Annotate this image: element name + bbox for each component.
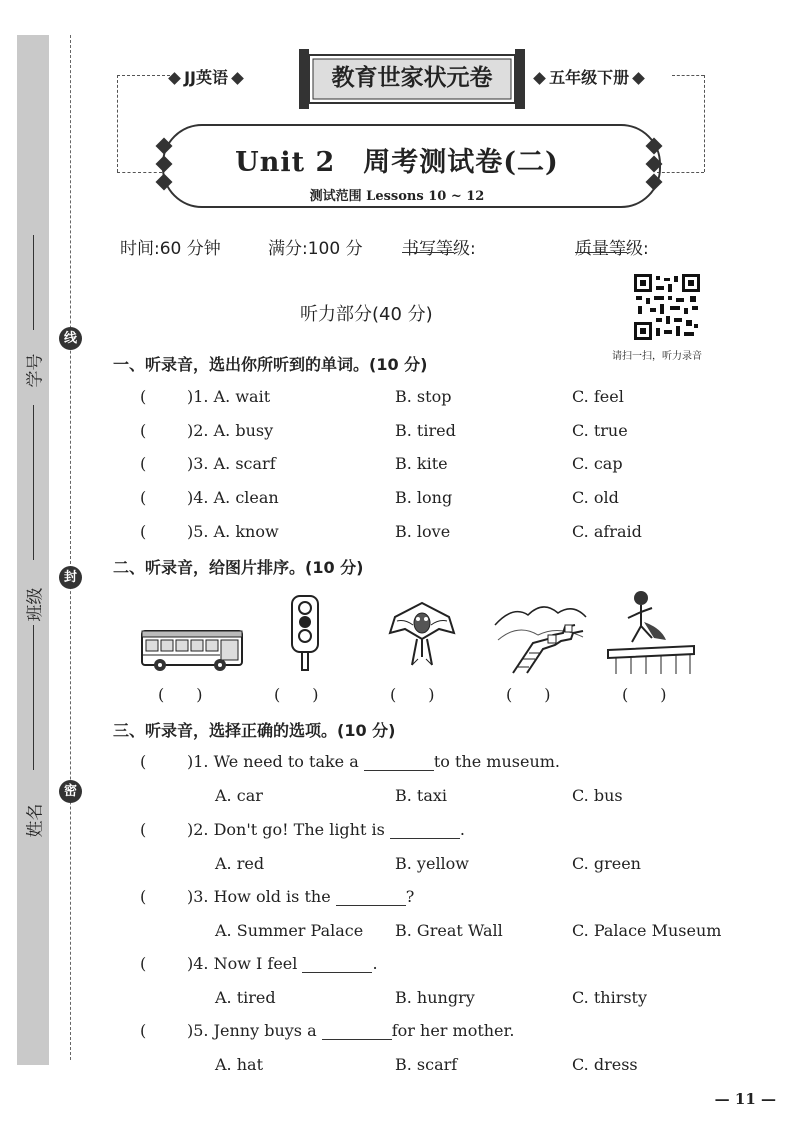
fill-blank[interactable] [390, 822, 460, 839]
left-tag-text: JJ英语 [184, 68, 229, 87]
option-b: B. long [395, 488, 453, 507]
traffic-light-picture [285, 592, 325, 672]
stem-after: to the museum. [433, 752, 561, 771]
great-wall-picture [493, 595, 588, 675]
class-label: 班级 [25, 587, 46, 622]
option-c: C. cap [572, 454, 623, 473]
left-tag [170, 65, 242, 88]
stem-text [187, 954, 378, 973]
option-a: A. hat [215, 1055, 263, 1074]
answer-paren[interactable]: ( [140, 820, 147, 839]
full-score: 满分:100 分 [268, 239, 363, 259]
right-tag [535, 65, 643, 88]
test-scope: 测试范围 Lessons 10 ~ 12 [309, 189, 485, 204]
banner-title: 教育世家状元卷 [331, 65, 493, 91]
writing-grade-label: 书写等级: [402, 239, 476, 259]
right-tag-text: 五年级下册 [549, 68, 630, 87]
qr-caption: 请扫一扫，听力录音 [612, 351, 702, 362]
mark-secret-icon: 密 [59, 780, 82, 803]
option-a: )5. A. know [187, 522, 279, 541]
question-number: 5. [193, 522, 209, 541]
stem-text [187, 820, 465, 839]
option-c: C. bus [572, 786, 623, 805]
option-a: )4. A. clean [187, 488, 279, 507]
name-label: 姓名 [25, 803, 46, 838]
option-b: B. kite [395, 454, 448, 473]
answer-paren[interactable]: ( [140, 752, 147, 771]
option-c: C. green [572, 854, 641, 873]
stem-before: )1. We need to take a [187, 752, 364, 771]
option-b: B. yellow [395, 854, 469, 873]
stem-after: . [459, 820, 465, 839]
option-b: B. scarf [395, 1055, 458, 1074]
listening-title: 听力部分(40 分) [300, 304, 433, 325]
section2-title: 二、听录音，给图片排序。(10 分) [113, 558, 364, 577]
option-a: )3. A. scarf [187, 454, 276, 473]
quality-grade-field[interactable] [575, 234, 627, 253]
fill-blank[interactable] [364, 754, 434, 771]
palace-picture [606, 588, 696, 675]
question-number: 4. [193, 488, 209, 507]
answer-paren[interactable]: ( [140, 454, 147, 473]
diamond-icon [231, 72, 244, 85]
option-b: B. taxi [395, 786, 448, 805]
class-line [33, 625, 34, 770]
stem-before: )4. Now I feel [187, 954, 303, 973]
option-c: C. Palace Museum [572, 921, 722, 940]
option-b: B. tired [395, 421, 456, 440]
option-c: C. feel [572, 387, 624, 406]
mark-seal-icon: 封 [59, 566, 82, 589]
option-b: B. hungry [395, 988, 475, 1007]
stem-after: for her mother. [391, 1021, 515, 1040]
answer-paren[interactable]: ( [140, 954, 147, 973]
option-a-text: A. busy [213, 421, 274, 440]
unit-title: Unit 2 周考测试卷(二) [235, 147, 559, 178]
option-a: )2. A. busy [187, 421, 274, 440]
section3-title: 三、听录音，选择正确的选项。(10 分) [113, 721, 396, 740]
answer-paren-traffic-light[interactable]: ( ) [274, 685, 319, 704]
option-a-text: A. scarf [213, 454, 276, 473]
question-number: 3. [193, 454, 209, 473]
answer-paren[interactable]: ( [140, 488, 147, 507]
answer-paren-great-wall[interactable]: ( ) [506, 685, 551, 704]
option-c: C. dress [572, 1055, 638, 1074]
quality-grade-label: 质量等级: [575, 239, 649, 259]
stem-after: . [372, 954, 378, 973]
option-a: A. red [215, 854, 265, 873]
page-number: — 11 — [714, 1090, 776, 1108]
kite-picture [385, 595, 460, 670]
answer-paren-kite[interactable]: ( ) [390, 685, 435, 704]
question-number: 2. [193, 421, 209, 440]
mark-line-icon: 线 [59, 327, 82, 350]
fill-blank[interactable] [336, 889, 406, 906]
option-b: B. Great Wall [395, 921, 503, 940]
option-c: C. thirsty [572, 988, 648, 1007]
fill-blank[interactable] [302, 956, 372, 973]
answer-paren[interactable]: ( [140, 387, 147, 406]
option-a: A. car [215, 786, 263, 805]
stem-before: )5. Jenny buys a [187, 1021, 322, 1040]
option-c: C. old [572, 488, 619, 507]
question-number: 1. [193, 387, 209, 406]
answer-paren-palace[interactable]: ( ) [622, 685, 667, 704]
student-id-line-2 [33, 405, 34, 560]
option-a: A. tired [215, 988, 276, 1007]
diamond-icon [168, 72, 181, 85]
option-b: B. love [395, 522, 451, 541]
diamond-icon [632, 72, 645, 85]
bus-picture [140, 625, 245, 673]
option-b: B. stop [395, 387, 452, 406]
option-c: C. true [572, 421, 628, 440]
option-c: C. afraid [572, 522, 642, 541]
option-a-text: A. know [213, 522, 279, 541]
time-limit: 时间:60 分钟 [120, 239, 221, 259]
answer-paren-bus[interactable]: ( ) [158, 685, 203, 704]
stem-before: )3. How old is the [187, 887, 336, 906]
stem-text [187, 752, 560, 771]
student-id-label: 学号 [25, 353, 46, 388]
option-a-text: A. clean [213, 488, 279, 507]
writing-grade-field[interactable] [402, 234, 454, 253]
stem-before: )2. Don't go! The light is [187, 820, 390, 839]
stem-text [187, 887, 414, 906]
answer-paren[interactable]: ( [140, 522, 147, 541]
student-id-line [33, 235, 34, 330]
section1-title: 一、听录音，选出你所听到的单词。(10 分) [113, 355, 428, 374]
answer-paren[interactable]: ( [140, 421, 147, 440]
stem-after: ? [405, 887, 415, 906]
option-a-text: A. wait [213, 387, 271, 406]
diamond-icon [533, 72, 546, 85]
qr-code-icon[interactable] [634, 274, 700, 340]
stem-text [187, 1021, 515, 1040]
header-dash [117, 75, 170, 76]
option-a: A. Summer Palace [215, 921, 364, 940]
answer-paren[interactable]: ( [140, 1021, 147, 1040]
answer-paren[interactable]: ( [140, 887, 147, 906]
option-a: )1. A. wait [187, 387, 271, 406]
fill-blank[interactable] [322, 1023, 392, 1040]
header-dash [672, 75, 704, 76]
